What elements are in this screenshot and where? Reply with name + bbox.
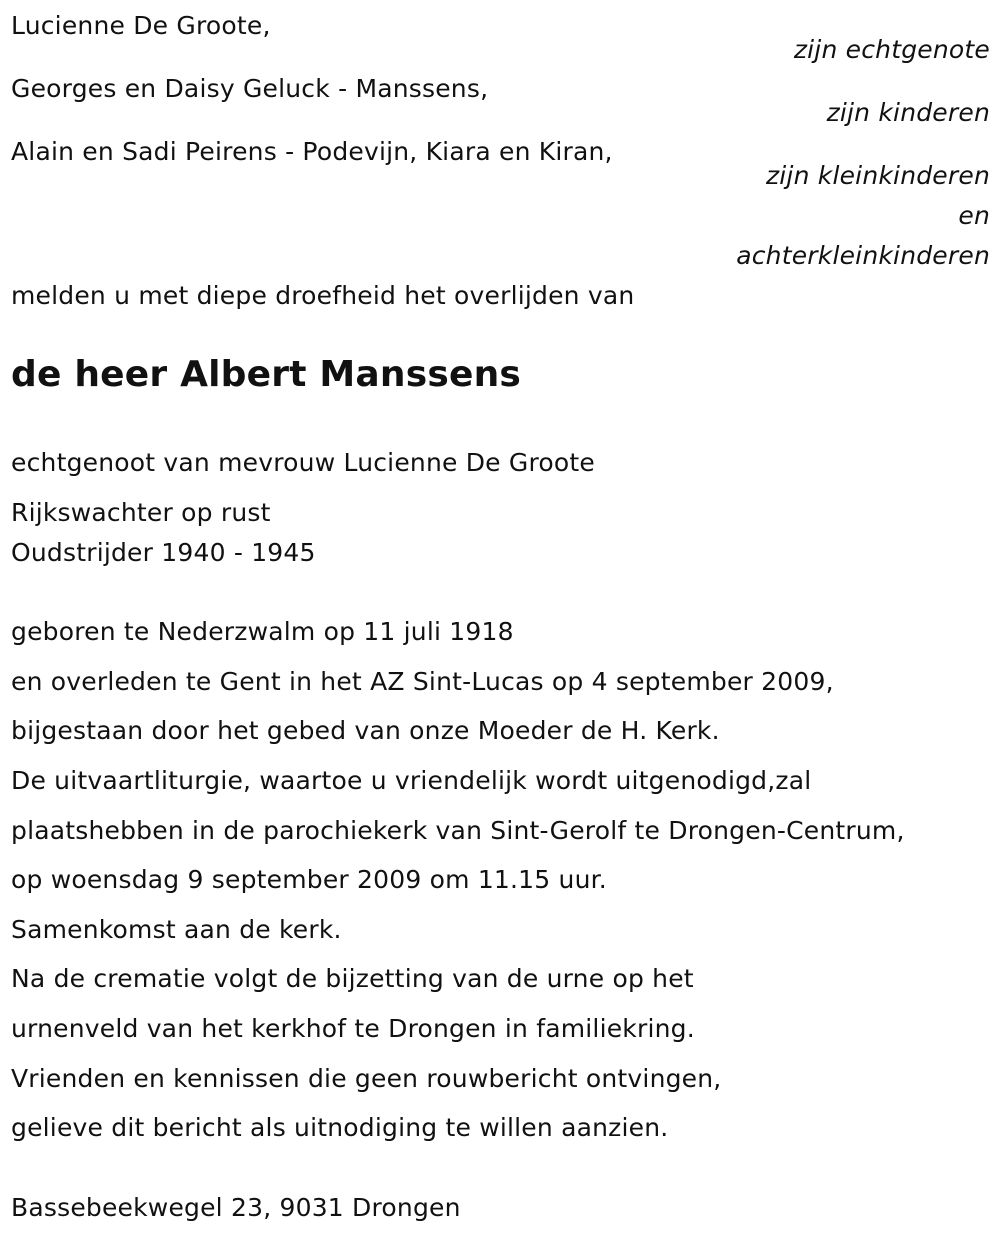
body-line: Na de crematie volgt de bijzetting van de urne op het	[11, 964, 694, 993]
relation-children: zijn kinderen	[826, 98, 990, 127]
body-line: De uitvaartliturgie, waartoe u vriendelijk wordt uitgenodigd,zal	[11, 766, 812, 795]
relation-spouse: zijn echtgenote	[793, 35, 990, 64]
body-line: op woensdag 9 september 2009 om 11.15 uur.	[11, 865, 607, 894]
relation-conjunction: en	[958, 201, 990, 230]
family-member-grandchildren: Alain en Sadi Peirens - Podevijn, Kiara en Kiran,	[11, 137, 613, 166]
announcement-text: melden u met diepe droefheid het overlijden van	[11, 281, 635, 310]
body-line: geboren te Nederzwalm op 11 juli 1918	[11, 617, 514, 646]
detail-veteran: Oudstrijder 1940 - 1945	[11, 538, 316, 567]
detail-spouse: echtgenoot van mevrouw Lucienne De Groote	[11, 448, 595, 477]
detail-occupation: Rijkswachter op rust	[11, 498, 271, 527]
body-line: Samenkomst aan de kerk.	[11, 915, 342, 944]
body-line: urnenveld van het kerkhof te Drongen in familiekring.	[11, 1014, 695, 1043]
address: Bassebeekwegel 23, 9031 Drongen	[11, 1193, 461, 1222]
body-line: en overleden te Gent in het AZ Sint-Lucas op 4 september 2009,	[11, 667, 834, 696]
body-line: bijgestaan door het gebed van onze Moeder de H. Kerk.	[11, 716, 720, 745]
relation-grandchildren: zijn kleinkinderen	[765, 161, 990, 190]
relation-great-grandchildren: achterkleinkinderen	[736, 241, 990, 270]
deceased-name: de heer Albert Manssens	[11, 354, 522, 395]
family-member-spouse: Lucienne De Groote,	[11, 11, 271, 40]
body-line: Vrienden en kennissen die geen rouwbericht ontvingen,	[11, 1064, 722, 1093]
body-line: plaatshebben in de parochiekerk van Sint-Gerolf te Drongen-Centrum,	[11, 816, 905, 845]
family-member-children: Georges en Daisy Geluck - Manssens,	[11, 74, 489, 103]
body-line: gelieve dit bericht als uitnodiging te willen aanzien.	[11, 1113, 669, 1142]
